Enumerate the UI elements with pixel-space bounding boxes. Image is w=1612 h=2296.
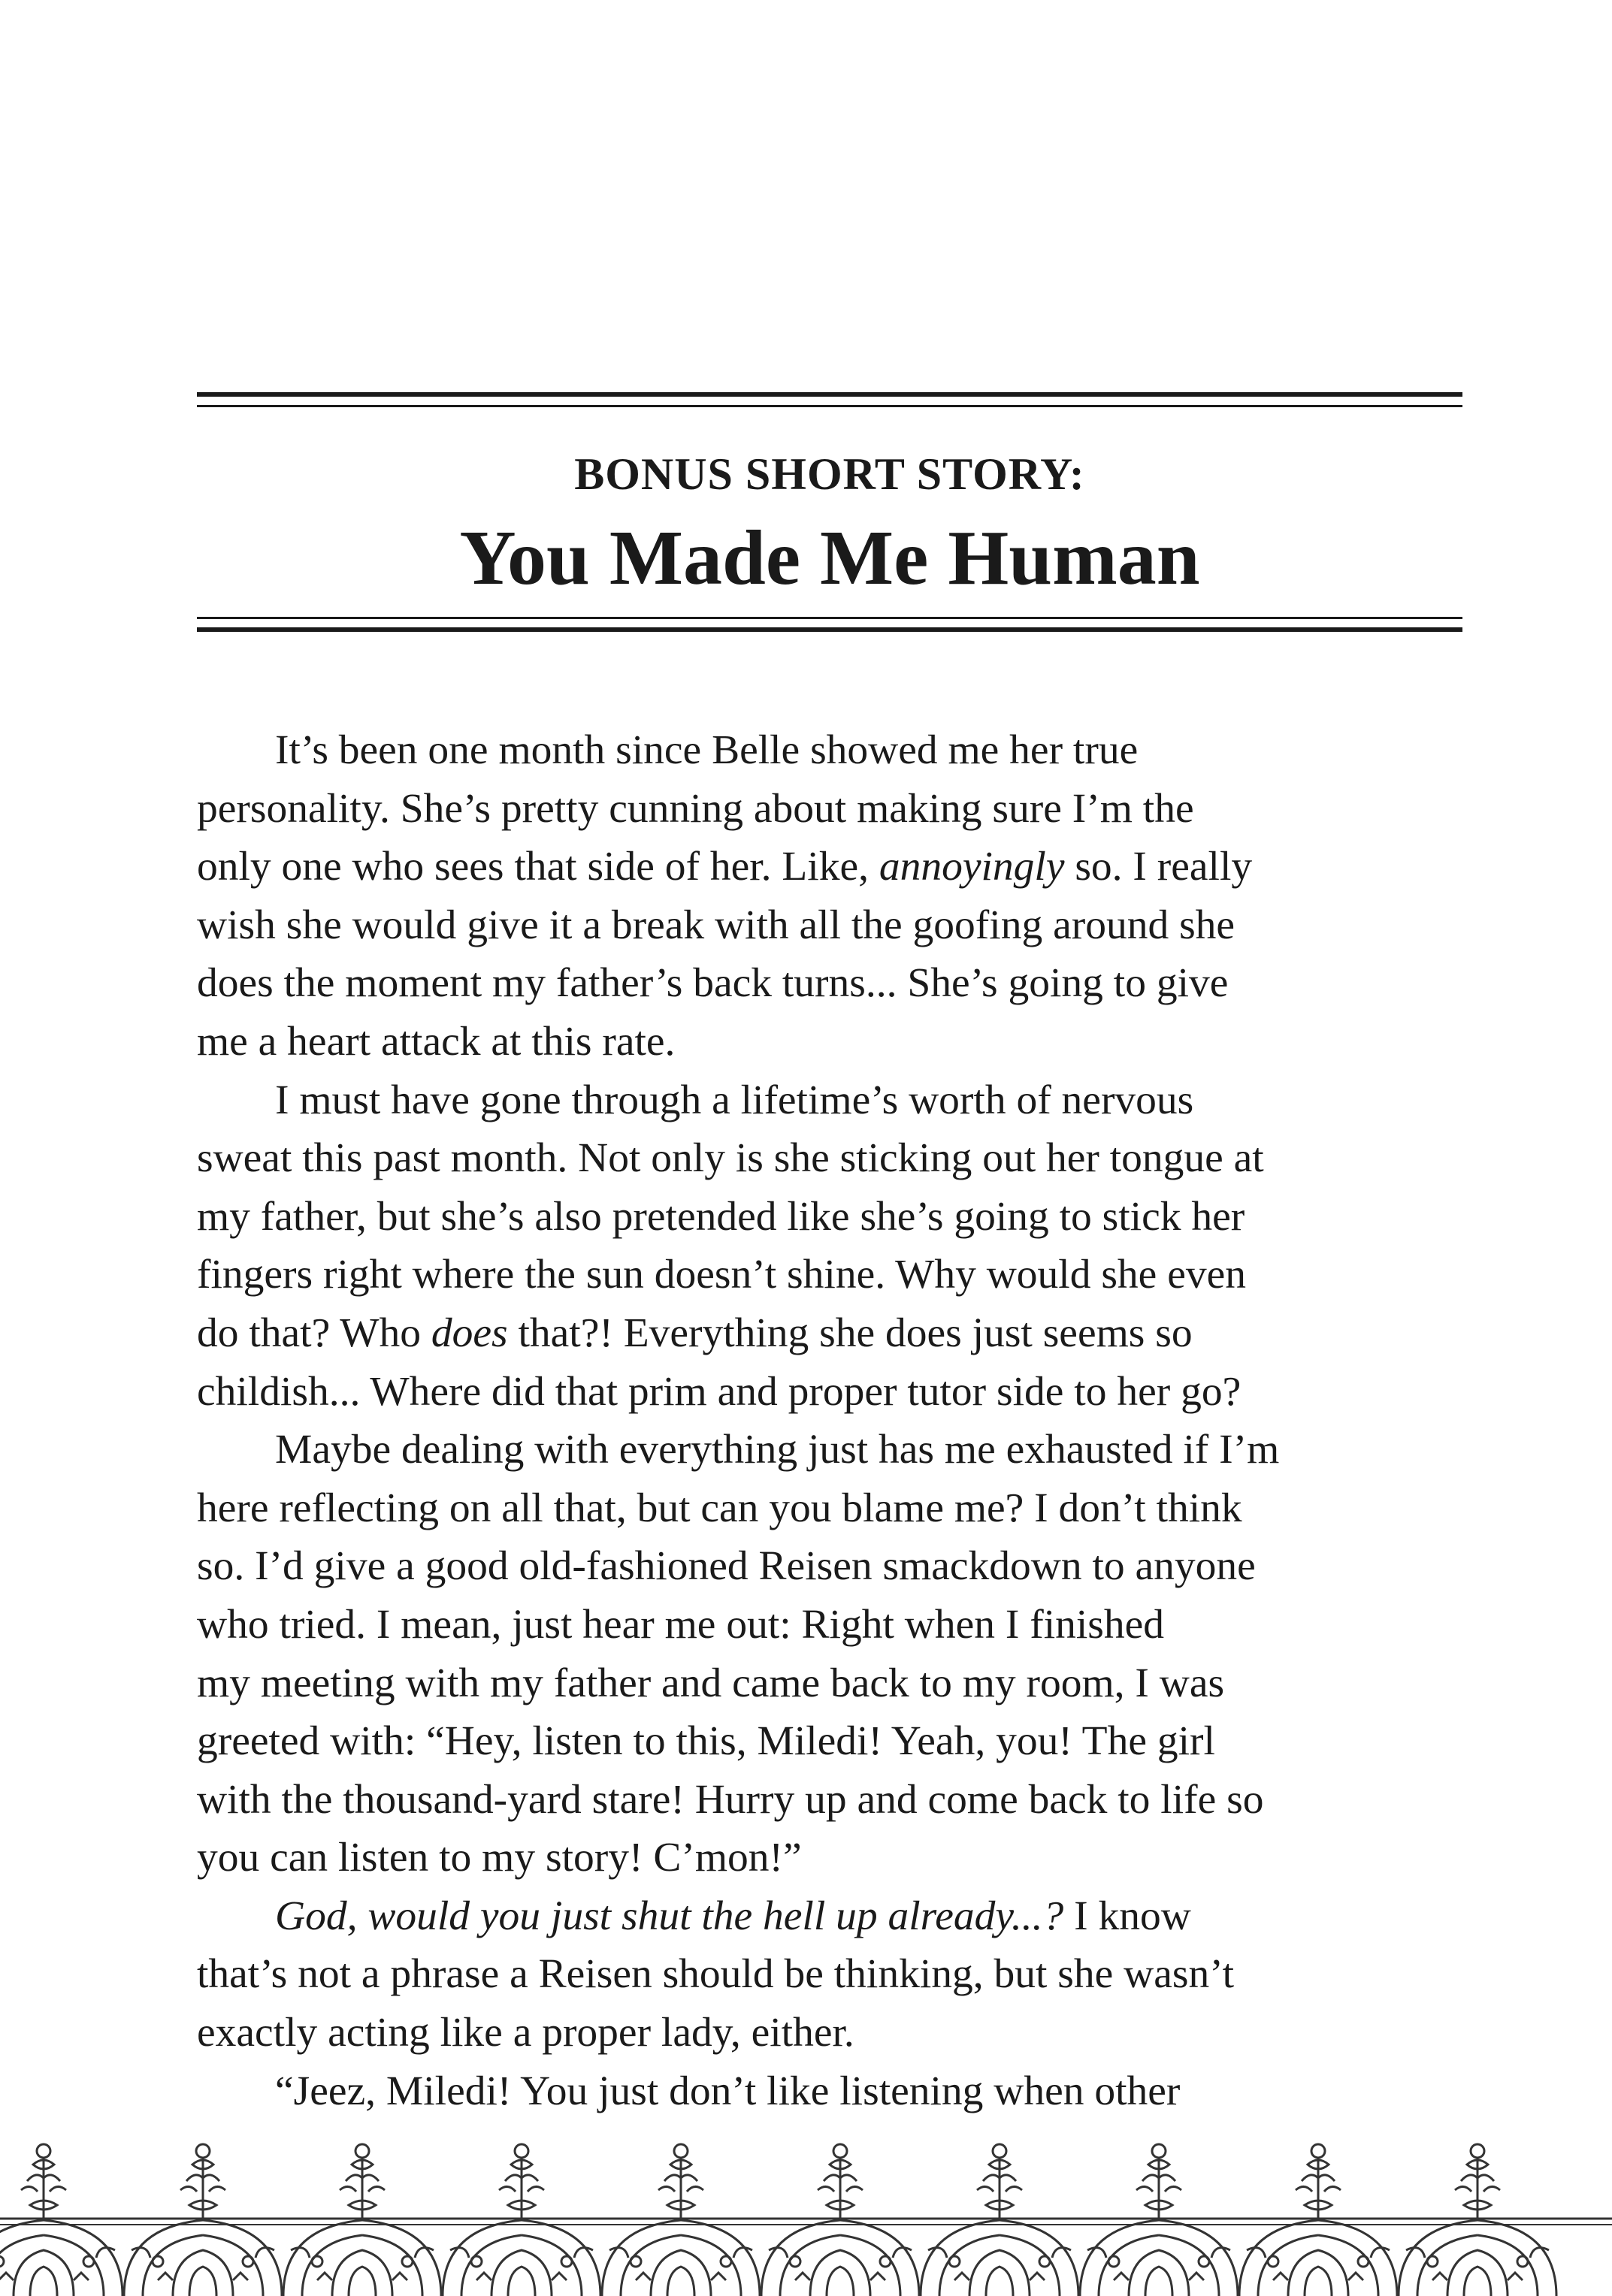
rule-thin-line xyxy=(197,405,1462,407)
text-line: who tried. I mean, just hear me out: Right when I finished xyxy=(197,1601,1165,1648)
text-line: here reflecting on all that, but can you blame me? I don’t think xyxy=(197,1485,1242,1531)
text-line: childish... Where did that prim and proper tutor side to her go? xyxy=(197,1368,1242,1415)
text-line: It’s been one month since Belle showed me her true xyxy=(275,727,1139,773)
text-line: does the moment my father’s back turns... She’s going to give xyxy=(197,960,1229,1007)
chapter-title: You Made Me Human xyxy=(459,515,1200,601)
decorative-border-ornament xyxy=(0,2137,1612,2296)
text-line: my meeting with my father and came back to my room, I was xyxy=(197,1660,1225,1706)
rule-thin-line xyxy=(197,617,1462,619)
text-line: “Jeez, Miledi! You just don’t like listening when other xyxy=(275,2068,1181,2114)
text-line: God, would you just shut the hell up already...? I know xyxy=(275,1893,1191,1939)
rule-thick-line xyxy=(197,392,1462,397)
text-line: that’s not a phrase a Reisen should be thinking, but she wasn’t xyxy=(197,1951,1235,1998)
text-line: only one who sees that side of her. Like, annoyingly so. I really xyxy=(197,844,1253,890)
text-line: wish she would give it a break with all the goofing around she xyxy=(197,902,1235,948)
header-rule-top xyxy=(197,392,1462,407)
text-line: I must have gone through a lifetime’s worth of nervous xyxy=(275,1077,1194,1123)
text-line: do that? Who does that?! Everything she does just seems so xyxy=(197,1310,1193,1356)
story-body xyxy=(197,721,1474,2120)
chapter-kicker: BONUS SHORT STORY: xyxy=(574,449,1085,499)
text-line: with the thousand-yard stare! Hurry up and come back to life so xyxy=(197,1776,1264,1823)
text-line: me a heart attack at this rate. xyxy=(197,1018,676,1065)
text-line: personality. She’s pretty cunning about making sure I’m the xyxy=(197,785,1194,832)
rule-thick-line xyxy=(197,627,1462,632)
text-line: greeted with: “Hey, listen to this, Miledi! Yeah, you! The girl xyxy=(197,1718,1215,1765)
text-line: my father, but she’s also pretended like she’s going to stick her xyxy=(197,1193,1245,1240)
text-line: so. I’d give a good old-fashioned Reisen smackdown to anyone xyxy=(197,1543,1256,1590)
text-line: Maybe dealing with everything just has me exhausted if I’m xyxy=(275,1427,1280,1473)
emphasis-text: annoyingly xyxy=(879,844,1065,890)
emphasis-text: does xyxy=(431,1310,508,1356)
text-line: exactly acting like a proper lady, either. xyxy=(197,2010,854,2056)
text-line: sweat this past month. Not only is she sticking out her tongue at xyxy=(197,1135,1264,1182)
text-line: you can listen to my story! C’mon!” xyxy=(197,1835,802,1881)
text-line: fingers right where the sun doesn’t shine. Why would she even xyxy=(197,1252,1246,1298)
emphasis-text: God, would you just shut the hell up already...? xyxy=(275,1893,1064,1939)
header-rule-bottom xyxy=(197,617,1462,632)
